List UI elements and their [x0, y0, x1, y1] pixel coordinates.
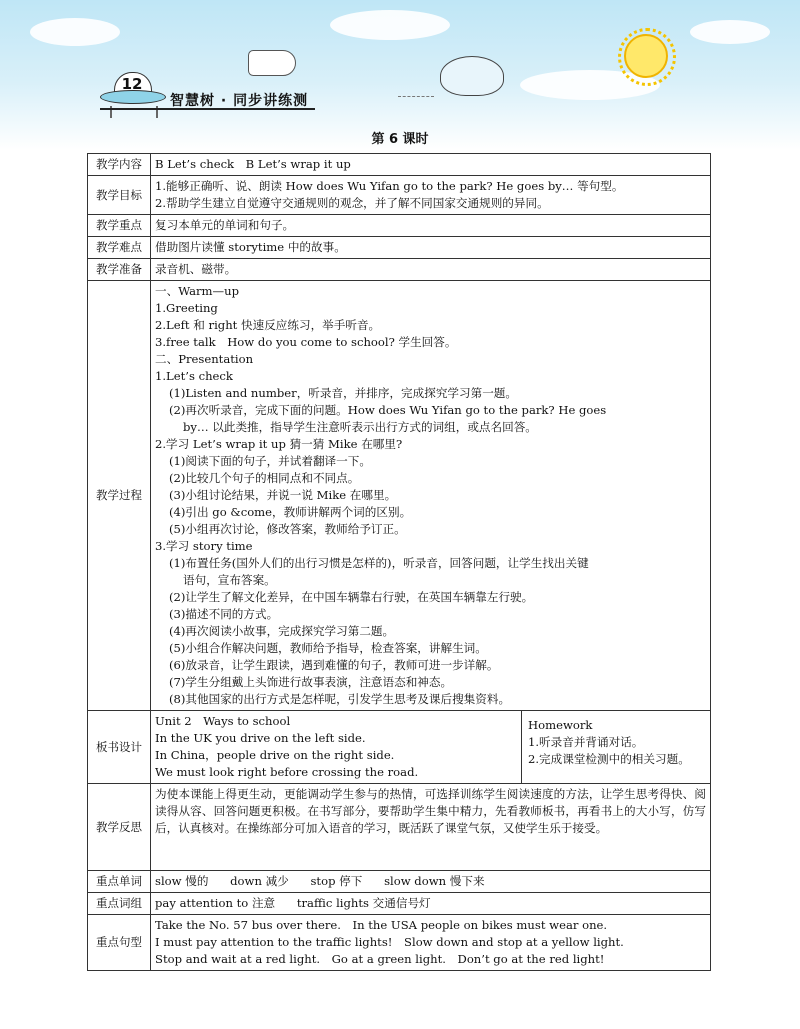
cloud-decoration — [30, 18, 120, 46]
difficulty-text: 借助图片读懂 storytime 中的故事。 — [151, 237, 711, 259]
row-words — [88, 871, 711, 893]
series-title: 智慧树 · 同步讲练测 — [170, 93, 309, 109]
goal-line: 1.能够正确听、说、朗读 How does Wu Yifan go to the park? He goes by… 等句型。 — [155, 179, 624, 193]
board-cell — [151, 711, 711, 784]
process-line: (6)放录音，让学生跟读，遇到难懂的句子，教师可进一步详解。 — [169, 658, 499, 672]
content-text: B Let’s check B Let’s wrap it up — [151, 154, 711, 176]
board-line: Unit 2 Ways to school — [155, 714, 291, 728]
lesson-plan-table — [87, 153, 711, 971]
row-content — [88, 154, 711, 176]
page-number: 12 — [121, 75, 143, 93]
board-left — [155, 711, 522, 783]
label-key: 教学重点 — [88, 215, 151, 237]
row-prep — [88, 259, 711, 281]
label-reflection: 教学反思 — [88, 784, 151, 871]
cloud-decoration — [330, 10, 450, 40]
label-prep: 教学准备 — [88, 259, 151, 281]
row-process — [88, 281, 711, 711]
key-word: slow 慢的 — [155, 874, 209, 888]
process-line: (4)再次阅读小故事，完成探究学习第二题。 — [169, 624, 395, 638]
row-sentences — [88, 915, 711, 971]
process-line: (2)再次听录音，完成下面的问题。How does Wu Yifan go to the park? He goes — [169, 403, 607, 417]
label-words: 重点单词 — [88, 871, 151, 893]
goal-line: 2.帮助学生建立自觉遵守交通规则的观念，并了解不同国家交通规则的异同。 — [155, 196, 549, 210]
reflection-text: 为使本课能上得更生动，更能调动学生参与的热情，可选择训练学生阅读速度的方法，让学生思考得快、阅读得从容、回答问题更积极。在书写部分，要帮助学生集中精力，先看教师板书，再看书上的大小写，仿写后，认真核对。在操练部分可加入语音的学习，既活跃了课堂气氛，又使学生乐于接受。 — [151, 784, 711, 871]
page-number-ufo-icon — [100, 72, 164, 106]
label-sentences: 重点句型 — [88, 915, 151, 971]
lesson-title: 第 6 课时 — [371, 132, 429, 147]
process-cell — [151, 281, 711, 711]
process-line: by… 以此类推，指导学生注意听表示出行方式的词组，或点名回答。 — [183, 420, 537, 434]
process-line: (1)布置任务(国外人们的出行习惯是怎样的)，听录音，回答问题，让学生找出关键 — [169, 556, 589, 570]
process-line: (5)小组合作解决问题，教师给予指导，检查答案，讲解生词。 — [169, 641, 487, 655]
sentences-cell — [151, 915, 711, 971]
process-line: 2.学习 Let’s wrap it up 猜一猜 Mike 在哪里? — [155, 437, 403, 451]
process-line: (3)小组讨论结果，并说一说 Mike 在哪里。 — [169, 488, 397, 502]
sentence-line: I must pay attention to the traffic lights! Slow down and stop at a yellow light. — [155, 935, 624, 949]
board-homework — [522, 711, 710, 783]
motion-lines — [398, 96, 434, 97]
words-cell — [151, 871, 711, 893]
prep-text: 录音机、磁带。 — [151, 259, 711, 281]
homework-item: 1.听录音并背诵对话。 — [528, 735, 644, 749]
key-word: slow down 慢下来 — [384, 874, 485, 888]
row-reflection — [88, 784, 711, 871]
series-underline — [100, 108, 315, 110]
row-phrases — [88, 893, 711, 915]
label-content: 教学内容 — [88, 154, 151, 176]
key-phrase: traffic lights 交通信号灯 — [296, 896, 431, 910]
key-word: down 减少 — [230, 874, 289, 888]
cloud-decoration — [690, 20, 770, 44]
key-word: stop 停下 — [310, 874, 363, 888]
board-line: We must look right before crossing the road. — [155, 765, 419, 779]
row-difficulty — [88, 237, 711, 259]
process-line: 一、Warm—up — [155, 284, 240, 298]
label-phrases: 重点词组 — [88, 893, 151, 915]
board-line: In China，people drive on the right side. — [155, 748, 395, 762]
label-difficulty: 教学难点 — [88, 237, 151, 259]
process-line: (2)比较几个句子的相同点和不同点。 — [169, 471, 360, 485]
label-board: 板书设计 — [88, 711, 151, 784]
goals-cell — [151, 176, 711, 215]
process-line: (7)学生分组戴上头饰进行故事表演，注意语态和神态。 — [169, 675, 453, 689]
process-line: 二、Presentation — [155, 352, 254, 366]
label-process: 教学过程 — [88, 281, 151, 711]
process-line: 1.Greeting — [155, 301, 218, 315]
process-line: (8)其他国家的出行方式是怎样呢，引发学生思考及课后搜集资料。 — [169, 692, 511, 706]
process-line: (2)让学生了解文化差异，在中国车辆靠右行驶，在英国车辆靠左行驶。 — [169, 590, 534, 604]
label-goals: 教学目标 — [88, 176, 151, 215]
key-phrase: pay attention to 注意 — [155, 896, 276, 910]
row-key — [88, 215, 711, 237]
process-line: 3.free talk How do you come to school? 学生回答。 — [155, 335, 457, 349]
process-line: 3.学习 story time — [155, 539, 253, 553]
homework-item: 2.完成课堂检测中的相关习题。 — [528, 752, 690, 766]
process-line: 2.Left 和 right 快速反应练习，举手听音。 — [155, 318, 381, 332]
sun-icon — [624, 34, 668, 78]
board-line: In the UK you drive on the left side. — [155, 731, 366, 745]
process-line: 语句，宣布答案。 — [183, 573, 276, 587]
process-line: (1)Listen and number，听录音，并排序，完成探究学习第一题。 — [169, 386, 517, 400]
sentence-line: Take the No. 57 bus over there. In the USA people on bikes must wear one. — [155, 918, 608, 932]
process-line: 1.Let’s check — [155, 369, 233, 383]
row-board — [88, 711, 711, 784]
phrases-cell — [151, 893, 711, 915]
sentence-line: Stop and wait at a red light. Go at a green light. Don’t go at the red light! — [155, 952, 605, 966]
airplane-icon — [248, 50, 296, 76]
key-text: 复习本单元的单词和句子。 — [151, 215, 711, 237]
kids-on-cloud-illustration — [440, 56, 504, 96]
process-line: (1)阅读下面的句子，并试着翻译一下。 — [169, 454, 371, 468]
row-goals — [88, 176, 711, 215]
homework-title: Homework — [528, 718, 593, 732]
process-line: (3)描述不同的方式。 — [169, 607, 279, 621]
process-line: (5)小组再次讨论，修改答案，教师给予订正。 — [169, 522, 406, 536]
process-line: (4)引出 go &come，教师讲解两个词的区别。 — [169, 505, 412, 519]
